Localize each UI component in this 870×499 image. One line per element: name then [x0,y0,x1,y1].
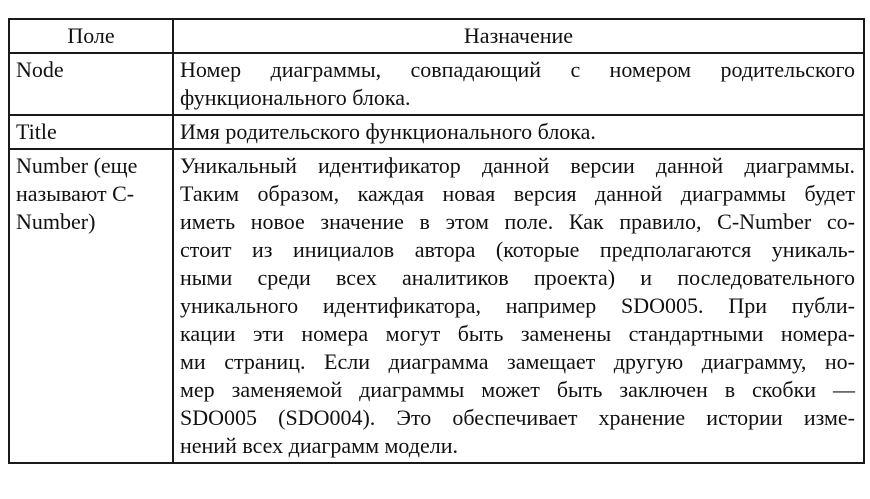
field-name-line: Number) [16,209,96,234]
header-row [9,19,864,53]
table-row [9,53,864,115]
field-name-cell [9,53,173,115]
table-row [9,115,864,149]
description-line: кации эти номера могут быть заменены стандартными номера- [180,321,855,346]
description-line: нений всех диаграмм модели. [180,433,458,458]
field-name-line: называют C- [16,181,135,206]
description-line: Имя родительского функционального блока. [180,119,596,144]
description-line: Таким образом, каждая новая версия данной диаграммы будет [180,181,855,206]
header-field: Поле [9,19,173,53]
field-description-cell [173,53,864,115]
description-line: Номер диаграммы, совпадающий с номером родительского [180,57,855,82]
description-line: уникального идентификатора, например SDO005. При публи- [180,293,855,318]
table-row [9,149,864,463]
header-purpose: Назначение [173,19,864,53]
description-line: мер заменяемой диаграммы может быть заключен в скобки — [180,377,855,402]
field-name-line: Number (еще [16,153,138,178]
description-line: функционального блока. [180,85,411,110]
description-line: ми страниц. Если диаграмма замещает другую диаграмму, но- [180,349,855,374]
description-line: Уникальный идентификатор данной версии данной диаграммы. [180,153,855,178]
description-line: ными среди всех аналитиков проекта) и последовательного [180,265,855,290]
field-name-cell [9,149,173,463]
field-name-line: Title [16,119,57,144]
fields-table [8,18,865,464]
field-name-line: Node [16,57,64,82]
field-name-cell [9,115,173,149]
description-line: стоит из инициалов автора (которые предполагаются уникаль- [180,237,855,262]
field-description-cell [173,115,864,149]
description-line: SDO005 (SDO004). Это обеспечивает хранение истории изме- [180,405,855,430]
description-line: иметь новое значение в этом поле. Как правило, C-Number со- [180,209,855,234]
field-description-cell [173,149,864,463]
